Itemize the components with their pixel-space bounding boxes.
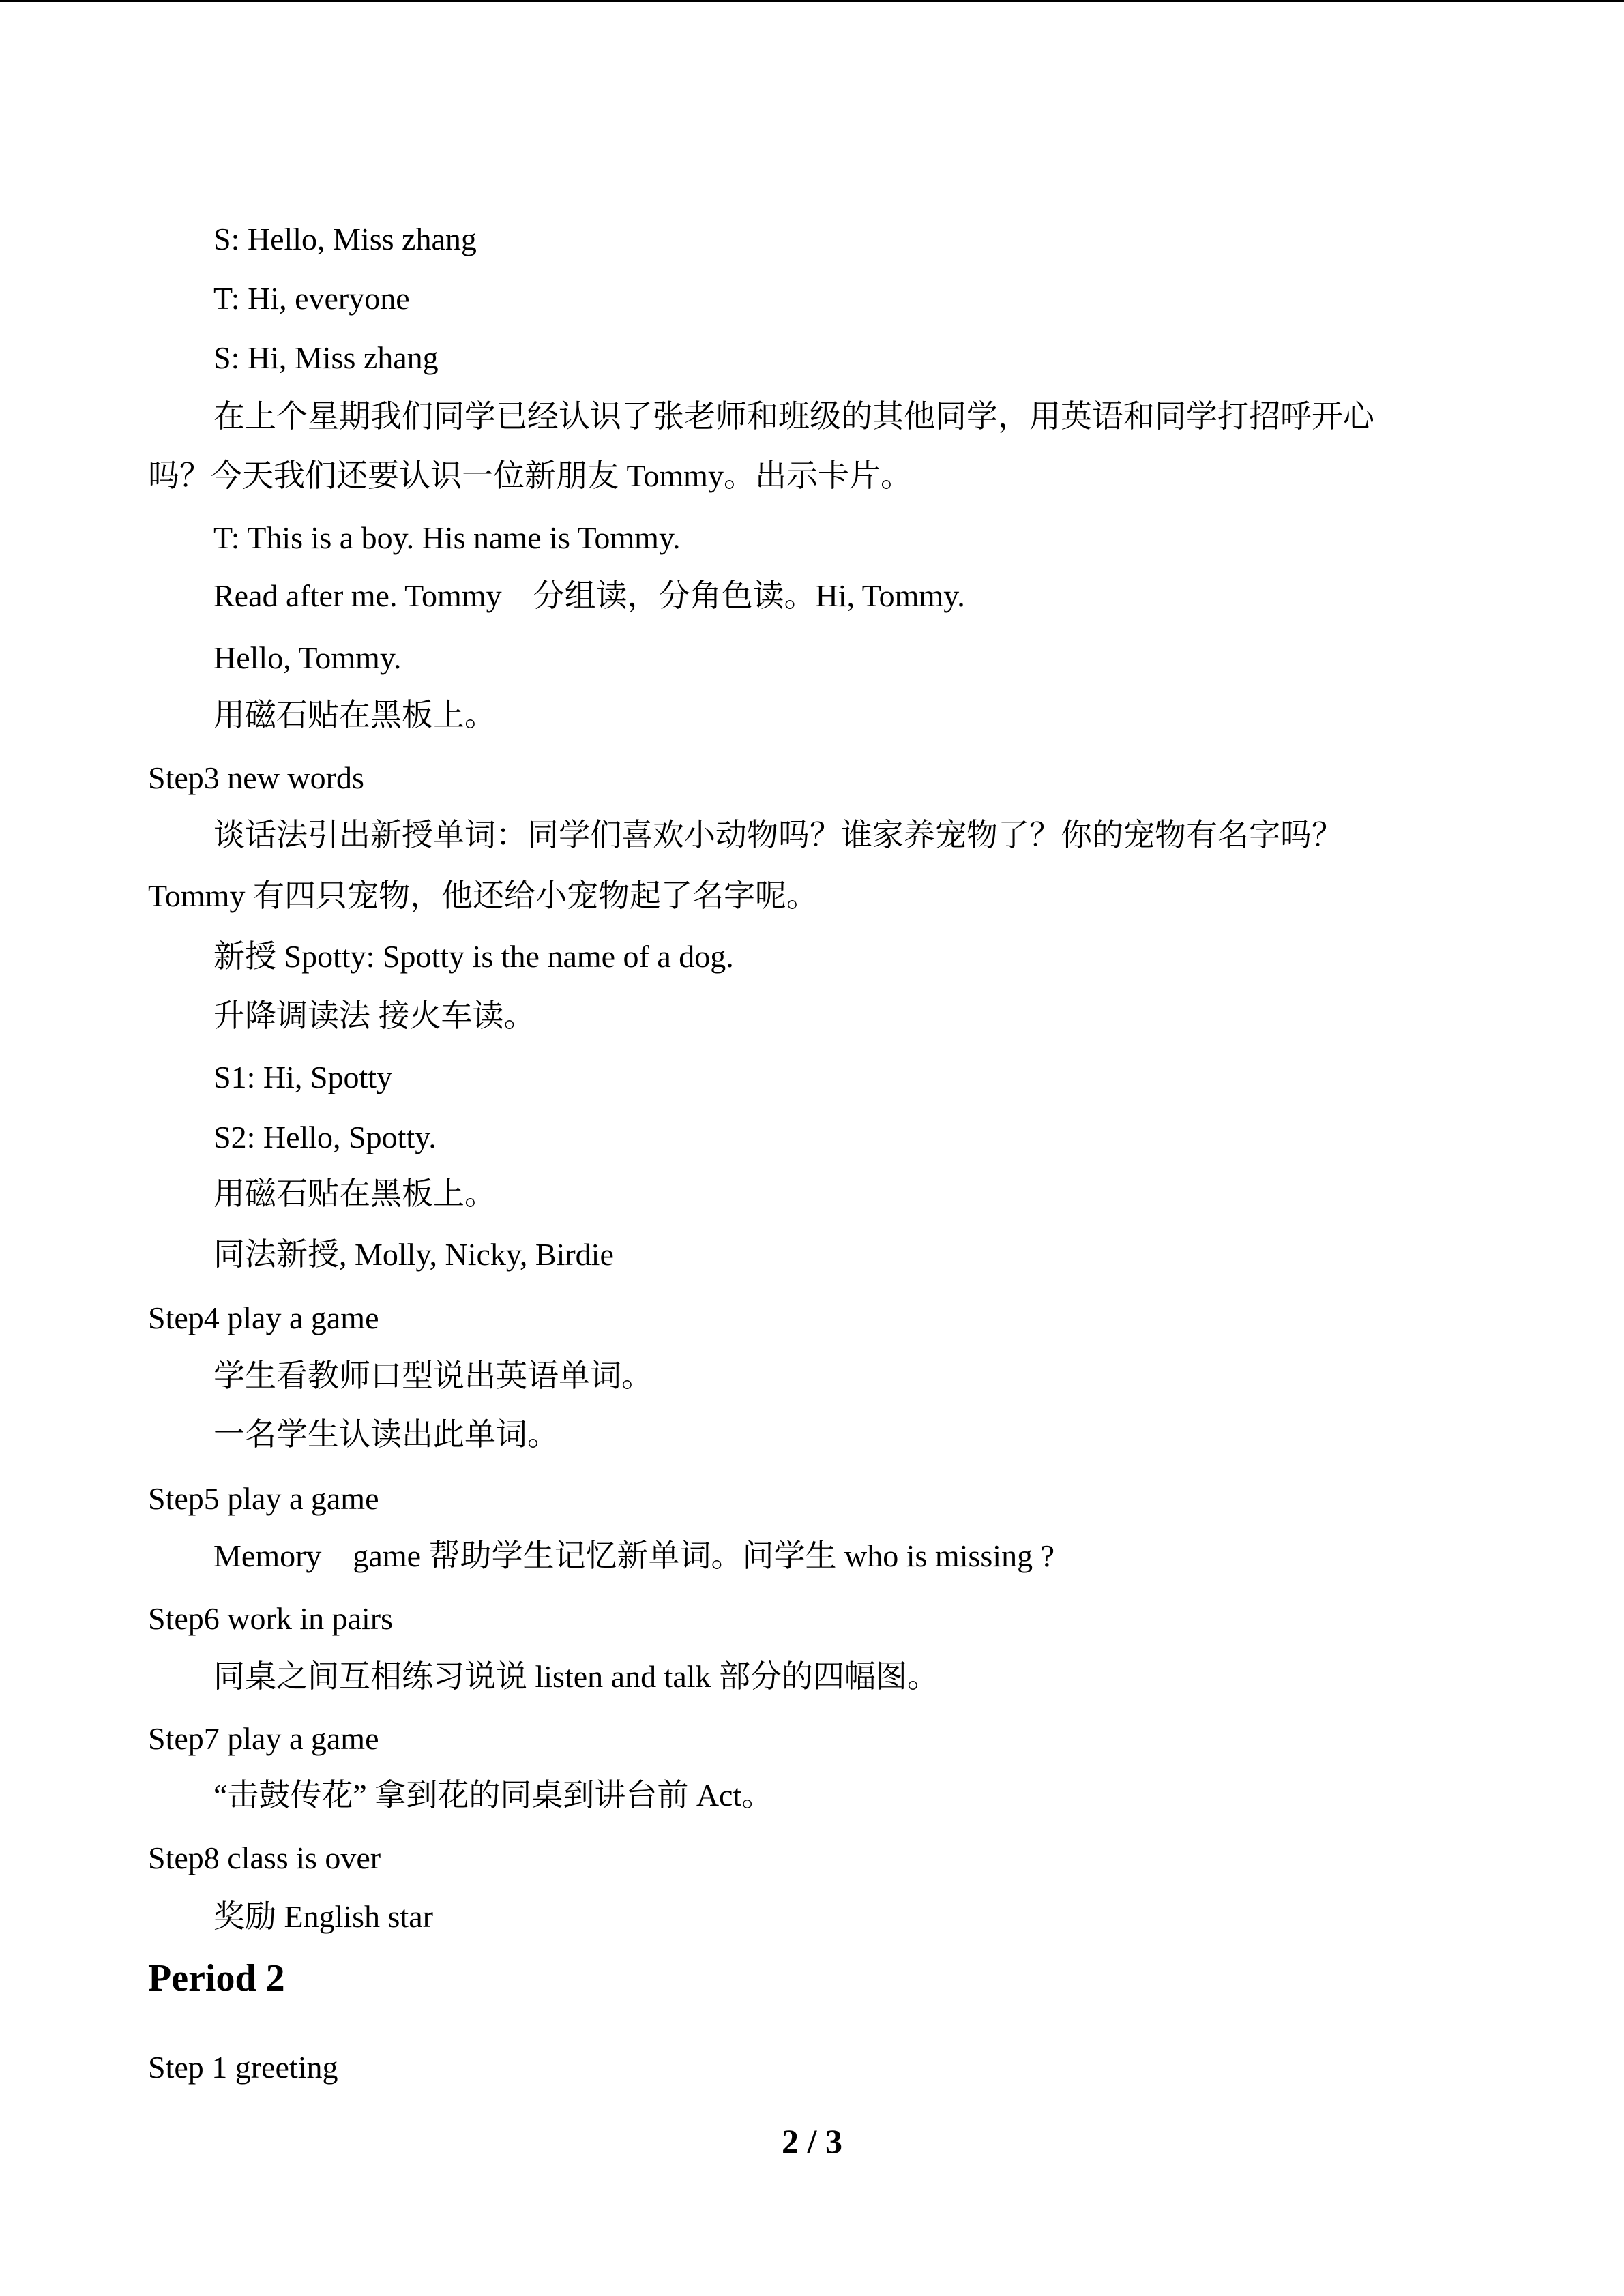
paragraph-line: 奖励 English star: [213, 1899, 433, 1934]
paragraph-line: 学生看教师口型说出英语单词。: [213, 1358, 653, 1393]
step-heading: Step5 play a game: [148, 1481, 379, 1516]
dialogue-line: T: This is a boy. His name is Tommy.: [213, 520, 681, 555]
dialogue-line: S: Hello, Miss zhang: [213, 222, 477, 256]
page-number: 2 / 3: [782, 2122, 842, 2160]
dialogue-line: S: Hi, Miss zhang: [213, 340, 439, 375]
step-heading: Step7 play a game: [148, 1721, 379, 1756]
step-heading: Step8 class is over: [148, 1840, 381, 1875]
paragraph-line: Read after me. Tommy 分组读，分角色读。Hi, Tommy.: [213, 578, 965, 613]
step-heading: Step6 work in pairs: [148, 1601, 394, 1636]
step-heading: Step3 new words: [148, 760, 364, 795]
paragraph-line: 用磁石贴在黑板上。: [213, 1176, 496, 1211]
paragraph-line: 升降调读法 接火车读。: [213, 998, 535, 1033]
paragraph-line: 用磁石贴在黑板上。: [213, 698, 496, 732]
dialogue-line: T: Hi, everyone: [213, 281, 410, 316]
dialogue-line: S2: Hello, Spotty.: [213, 1120, 437, 1154]
step-heading: Step 1 greeting: [148, 2050, 338, 2085]
paragraph-line: Tommy 有四只宠物，他还给小宠物起了名字呢。: [148, 878, 818, 913]
dialogue-line: Hello, Tommy.: [213, 640, 402, 675]
paragraph-line: 一名学生认读出此单词。: [213, 1417, 559, 1452]
page-top-border: [0, 0, 1624, 2]
paragraph-line: 同法新授, Molly, Nicky, Birdie: [213, 1237, 614, 1272]
step-heading: Step4 play a game: [148, 1300, 379, 1335]
paragraph-line: Memory game 帮助学生记忆新单词。问学生 who is missing ?: [213, 1538, 1054, 1573]
paragraph-line: 在上个星期我们同学已经认识了张老师和班级的其他同学，用英语和同学打招呼开心: [213, 399, 1374, 434]
dialogue-line: S1: Hi, Spotty: [213, 1060, 393, 1094]
paragraph-line: “击鼓传花” 拿到花的同桌到讲台前 Act。: [213, 1778, 773, 1813]
paragraph-line: 新授 Spotty: Spotty is the name of a dog.: [213, 939, 734, 974]
period-heading: Period 2: [148, 1957, 285, 1999]
paragraph-line: 谈话法引出新授单词：同学们喜欢小动物吗？谁家养宠物了？你的宠物有名字吗？: [213, 818, 1343, 852]
paragraph-line: 吗？今天我们还要认识一位新朋友 Tommy。出示卡片。: [148, 458, 912, 493]
paragraph-line: 同桌之间互相练习说说 listen and talk 部分的四幅图。: [213, 1659, 939, 1694]
